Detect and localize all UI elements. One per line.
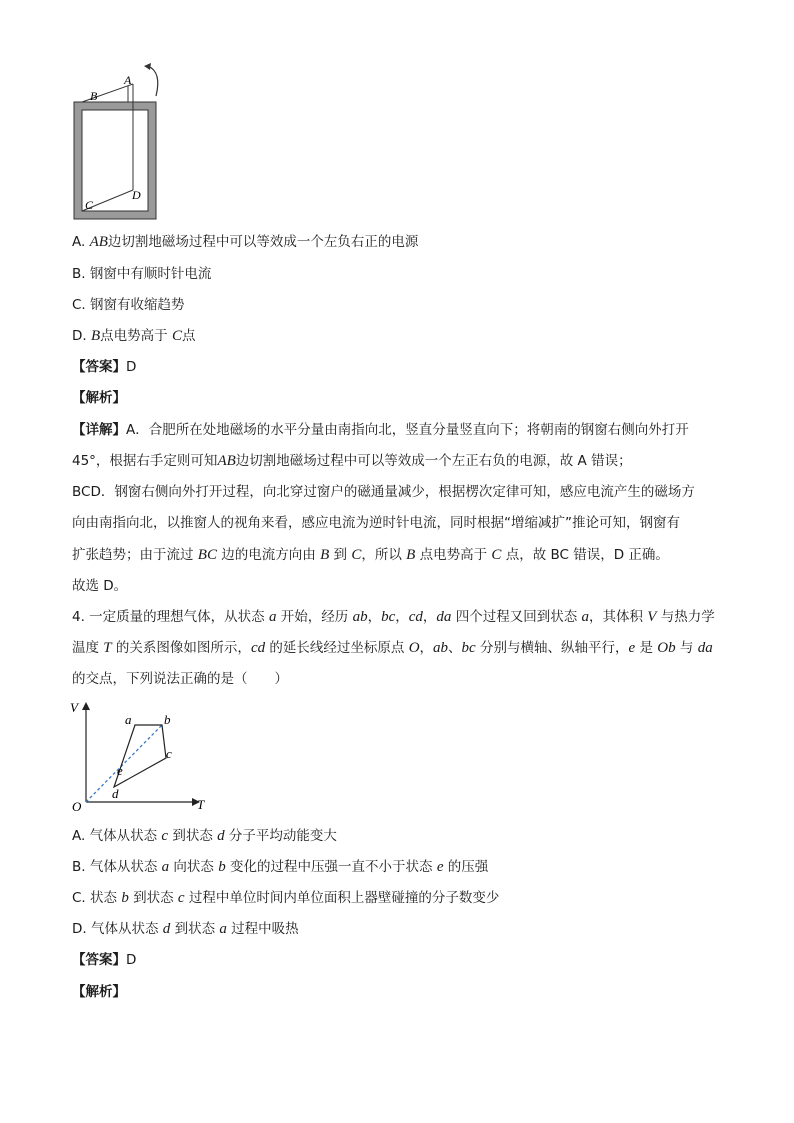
ob-dashed-line [86,725,162,802]
q4-option-a: A. 气体从状态 c 到状态 d 分子平均动能变大 [72,828,337,844]
point-d-label: d [112,786,119,801]
point-a-label: a [125,712,132,727]
q3-option-c: C. 钢窗有收缩趋势 [72,297,185,313]
q4-stem-line2: 温度 T 的关系图像如图所示，cd 的延长线经过坐标原点 O，ab、bc 分别与横轴、纵轴平行，e 是 Ob 与 da [72,640,713,656]
v-axis-label: V [70,700,78,715]
q3-detail-line6: 故选 D。 [72,578,128,594]
q4-analysis-label: 【解析】 [72,984,126,1000]
rotation-arrow [148,66,158,96]
q3-answer: 【答案】D [72,359,137,375]
q4-option-d: D. 气体从状态 d 到状态 a 过程中吸热 [72,921,299,937]
arrow-head-icon [144,63,151,70]
label-A: A [124,73,132,87]
vt-graph-figure [66,698,216,814]
label-D: D [132,188,141,202]
q4-option-c: C. 状态 b 到状态 c 过程中单位时间内单位面积上器壁碰撞的分子数变少 [72,890,500,906]
label-B: B [90,89,98,103]
v-axis-arrow-icon [82,702,90,710]
point-e-label: e [117,763,123,778]
q3-detail-line4: 向由南指向北，以推窗人的视角来看，感应电流为逆时针电流，同时根据“增缩减扩”推论可知，钢窗有 [72,515,680,531]
t-axis-label: T [197,797,205,812]
q4-option-b: B. 气体从状态 a 向状态 b 变化的过程中压强一直不小于状态 e 的压强 [72,859,489,875]
q4-stem-line1: 4. 一定质量的理想气体，从状态 a 开始，经历 ab，bc，cd，da 四个过程又回到状态 a，其体积 V 与热力学 [72,609,715,625]
window-figure [66,62,176,224]
q3-option-a: A. AB边切割地磁场过程中可以等效成一个左负右正的电源 [72,234,419,250]
q3-option-d: D. B点电势高于 C点 [72,328,196,344]
window-diagram [66,62,176,224]
point-b-label: b [164,712,171,727]
origin-label: O [72,799,82,814]
q3-detail-line5: 扩张趋势；由于流过 BC 边的电流方向由 B 到 C，所以 B 点电势高于 C 点，故 BC 错误，D 正确。 [72,547,669,563]
q3-detail-line3: BCD．钢窗右侧向外打开过程，向北穿过窗户的磁通量减少，根据楞次定律可知，感应电流产生的磁场方 [72,484,695,500]
q4-answer: 【答案】D [72,952,137,968]
q3-analysis-label: 【解析】 [72,390,126,406]
q3-detail-line2: 45°，根据右手定则可知AB边切割地磁场过程中可以等效成一个左正右负的电源，故 A 错误； [72,453,632,469]
q3-option-b: B. 钢窗中有顺时针电流 [72,266,212,282]
label-C: C [85,198,94,212]
point-c-label: c [166,746,172,761]
q3-detail-line1: 【详解】A．合肥所在处地磁场的水平分量由南指向北，竖直分量竖直向下；将朝南的钢窗右侧向外打开 [72,422,689,438]
vt-graph [66,698,216,814]
q4-stem-line3: 的交点，下列说法正确的是（ ） [72,671,288,687]
